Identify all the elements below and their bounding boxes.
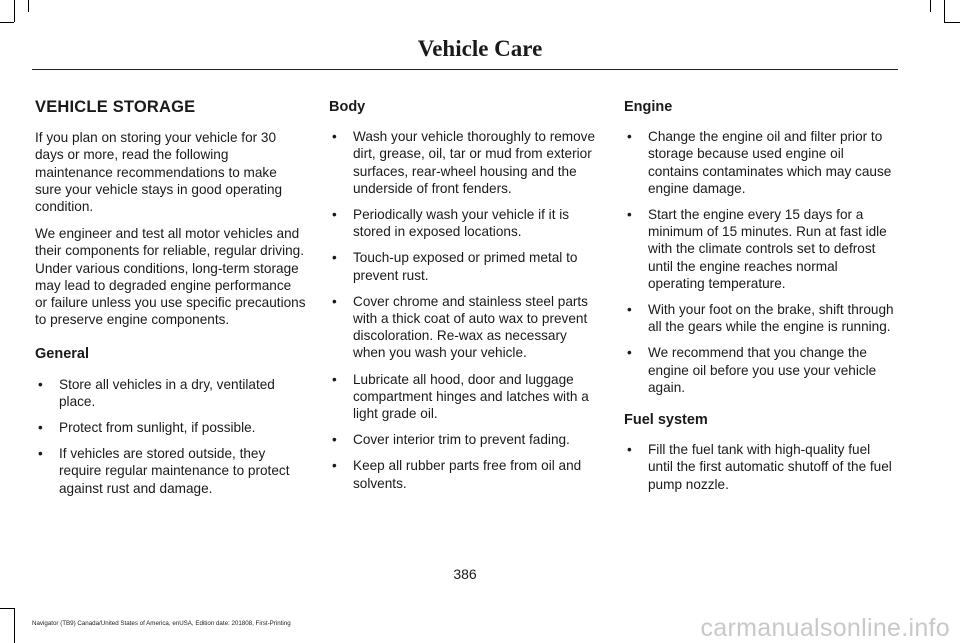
crop-mark [0,608,14,609]
body-heading: Body [329,99,366,115]
crop-mark [930,0,931,12]
list-item: • Protect from sunlight, if possible. [35,419,306,436]
list-item: • Fill the fuel tank with high-quality fuel until the first automatic shutoff of the fuel pump nozzle. [624,441,896,493]
list-item: • Touch-up exposed or primed metal to prevent rust. [329,249,601,283]
header-divider [32,69,898,70]
watermark-logo: carmanualsonline.info [700,614,950,642]
list-item: • With your foot on the brake, shift through all the gears while the engine is running. [624,301,896,335]
right-column [624,96,896,505]
precautions-paragraph: We engineer and test all motor vehicles and their components for reliable, regular driving. Under various conditions, long-term storage may lead to degraded engine performance or failure unless you use specific precautions to preserve engine components. [35,226,306,328]
intro-paragraph: If you plan on storing your vehicle for 30 days or more, read the following maintenance recommendations to make sure your vehicle stays in good operating condition. [35,130,283,215]
list-item: • Keep all rubber parts free from oil and solvents. [329,457,601,491]
middle-column [329,96,601,504]
crop-mark [14,608,15,643]
crop-mark [944,22,960,23]
list-item: • If vehicles are stored outside, they require regular maintenance to protect against rust and damage. [35,445,306,497]
page-header-title: Vehicle Care [417,36,543,61]
edition-footer: Navigator (TB9) Canada/United States of America, enUSA, Edition date: 201808, First-Printing [32,620,291,627]
fuel-list [624,441,896,493]
list-item: • Store all vehicles in a dry, ventilated place. [35,376,306,410]
list-item: • Wash your vehicle thoroughly to remove dirt, grease, oil, tar or mud from exterior surfaces, rear-wheel housing and the underside of front fenders. [329,128,601,197]
list-item: • We recommend that you change the engine oil before you use your vehicle again. [624,344,896,396]
crop-mark [944,0,945,22]
crop-mark [0,22,14,23]
general-heading: General [35,346,89,363]
list-item: • Periodically wash your vehicle if it is stored in exposed locations. [329,206,601,240]
general-list [35,376,306,497]
engine-list [624,128,896,396]
list-item: • Start the engine every 15 days for a minimum of 15 minutes. Run at fast idle with the climate controls set to defrost until the engine reaches normal operating temperature. [624,206,896,292]
page-number: 386 [453,566,477,582]
crop-mark [14,0,15,22]
body-list [329,128,601,492]
section-title: VEHICLE STORAGE [35,98,196,116]
crop-mark [28,0,29,12]
list-item: • Lubricate all hood, door and luggage compartment hinges and latches with a light grade oil. [329,371,601,423]
left-column [35,96,306,509]
list-item: • Change the engine oil and filter prior to storage because used engine oil contains contaminates which may cause engine damage. [624,128,896,197]
list-item: • Cover interior trim to prevent fading. [329,431,601,448]
list-item: • Cover chrome and stainless steel parts with a thick coat of auto wax to prevent discoloration. Re-wax as necessary when you wash your vehicle. [329,293,601,362]
engine-heading: Engine [624,99,673,115]
fuel-system-heading: Fuel system [624,412,708,429]
